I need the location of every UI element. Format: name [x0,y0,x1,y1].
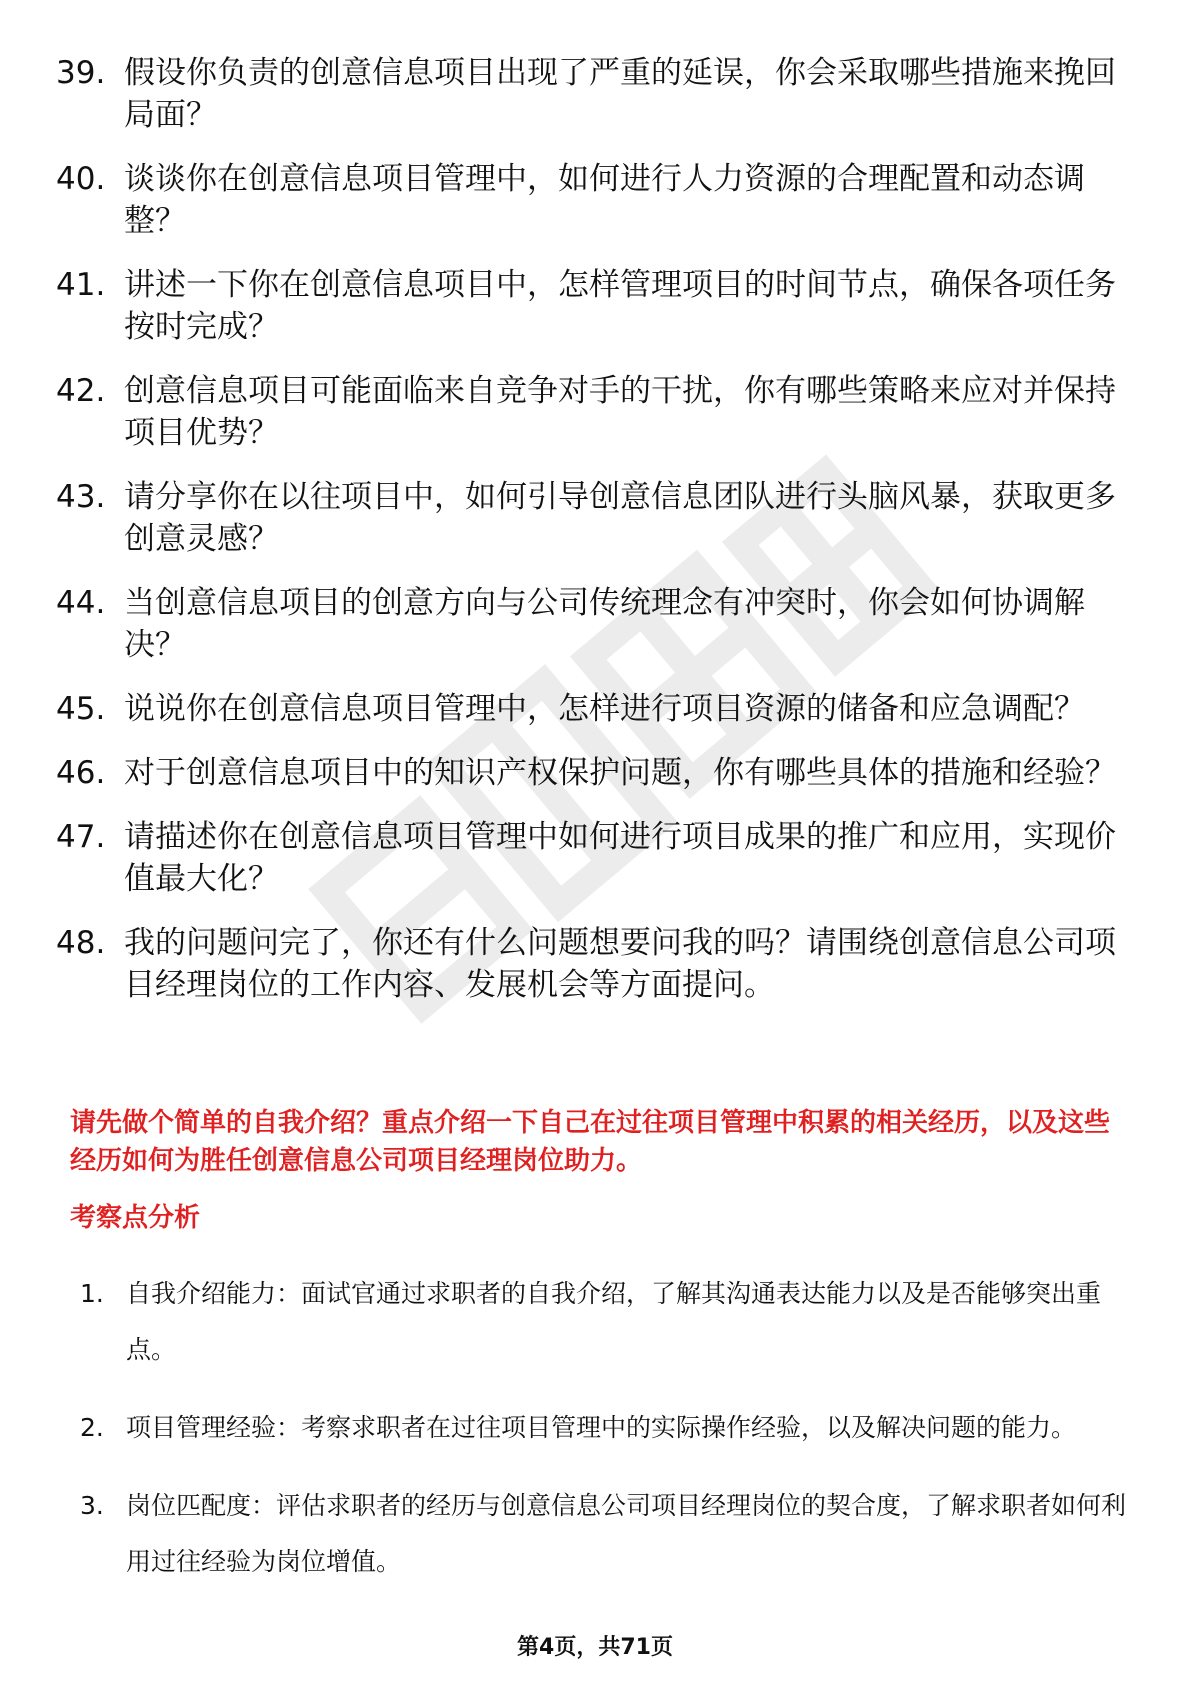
analysis-list [80,1266,1130,1612]
question-text: 假设你负责的创意信息项目出现了严重的延误，你会采取哪些措施来挽回局面？ [124,55,1116,133]
question-number: 42. [56,373,106,409]
question-text: 谈谈你在创意信息项目管理中，如何进行人力资源的合理配置和动态调整？ [124,161,1085,239]
point-text: 自我介绍能力：面试官通过求职者的自我介绍，了解其沟通表达能力以及是否能够突出重点。 [126,1279,1102,1364]
question-text: 对于创意信息项目中的知识产权保护问题，你有哪些具体的措施和经验？ [124,755,1116,791]
question-number: 45. [56,691,106,727]
question-number: 47. [56,819,106,855]
list-item [56,922,1126,1006]
list-item [56,370,1126,454]
analysis-heading: 考察点分析 [70,1203,201,1233]
question-number: 44. [56,585,106,621]
point-number: 3. [80,1491,104,1520]
list-item [80,1266,1130,1378]
question-text: 讲述一下你在创意信息项目中，怎样管理项目的时间节点，确保各项任务按时完成？ [124,267,1116,345]
point-text: 项目管理经验：考察求职者在过往项目管理中的实际操作经验，以及解决问题的能力。 [126,1413,1077,1442]
featured-question: 请先做个简单的自我介绍？重点介绍一下自己在过往项目管理中积累的相关经历，以及这些经历如何为胜任创意信息公司项目经理岗位助力。 [70,1108,1111,1176]
page-footer: 第4页，共71页 [517,1635,673,1660]
question-text: 请分享你在以往项目中，如何引导创意信息团队进行头脑风暴，获取更多创意灵感？ [124,479,1116,557]
list-item [56,158,1126,242]
question-number: 39. [56,55,106,91]
question-text: 创意信息项目可能面临来自竞争对手的干扰，你有哪些策略来应对并保持项目优势？ [124,373,1116,451]
question-number: 46. [56,755,106,791]
question-number: 40. [56,161,106,197]
point-number: 2. [80,1413,104,1442]
list-item [56,582,1126,666]
point-text: 岗位匹配度：评估求职者的经历与创意信息公司项目经理岗位的契合度，了解求职者如何利用过往经验为岗位增值。 [126,1491,1127,1576]
list-item [80,1400,1130,1456]
list-item [56,264,1126,348]
list-item [56,688,1126,730]
list-item [56,816,1126,900]
point-number: 1. [80,1279,104,1308]
question-text: 请描述你在创意信息项目管理中如何进行项目成果的推广和应用，实现价值最大化？ [124,819,1116,897]
question-number: 48. [56,925,106,961]
list-item [80,1478,1130,1590]
question-text: 我的问题问完了，你还有什么问题想要问我的吗？请围绕创意信息公司项目经理岗位的工作内容、发展机会等方面提问。 [124,925,1116,1003]
list-item [56,52,1126,136]
list-item [56,476,1126,560]
question-list [56,52,1126,1028]
list-item [56,752,1126,794]
question-text: 说说你在创意信息项目管理中，怎样进行项目资源的储备和应急调配？ [124,691,1085,727]
question-number: 41. [56,267,106,303]
question-number: 43. [56,479,106,515]
question-text: 当创意信息项目的创意方向与公司传统理念有冲突时，你会如何协调解决？ [124,585,1085,663]
